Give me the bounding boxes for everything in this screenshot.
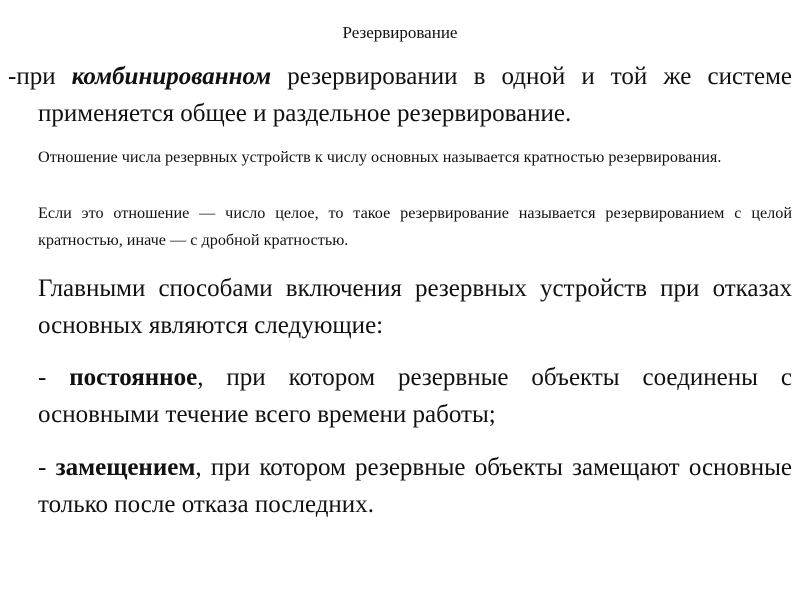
paragraph-text: , при котором резервные объекты замещают основные только после отказа последних. [38,454,792,518]
paragraph-prefix: - [38,454,56,481]
term-combined: комбинированном [71,63,272,90]
term-substitution: замещением [55,454,196,481]
paragraph-prefix: -при [8,63,72,90]
paragraph-substitution-method [38,449,792,523]
paragraph-constant-method [38,359,792,433]
paragraph-text: , при котором резервные объекты соединены с основными течение всего времени работы; [38,364,792,428]
term-constant: постоянное [69,364,198,391]
paragraph-text: резервировании в одной и той же системе применяется общее и раздельное резервирование. [38,63,792,127]
slide-title: Резервирование [342,23,458,42]
paragraph-prefix: - [38,364,70,391]
paragraph-integer-fractional: Если это отношение — число целое, то такое резервирование называется резервированием с целой кратностью, иначе — с дробной кратностью. [38,204,792,249]
paragraph-combined-redundancy [8,58,792,132]
paragraph-multiplicity-definition: Отношение числа резервных устройств к числу основных называется кратностью резервирования. [38,148,722,166]
paragraph-switching-methods: Главными способами включения резервных устройств при отказах основных являются следующие: [38,275,792,339]
